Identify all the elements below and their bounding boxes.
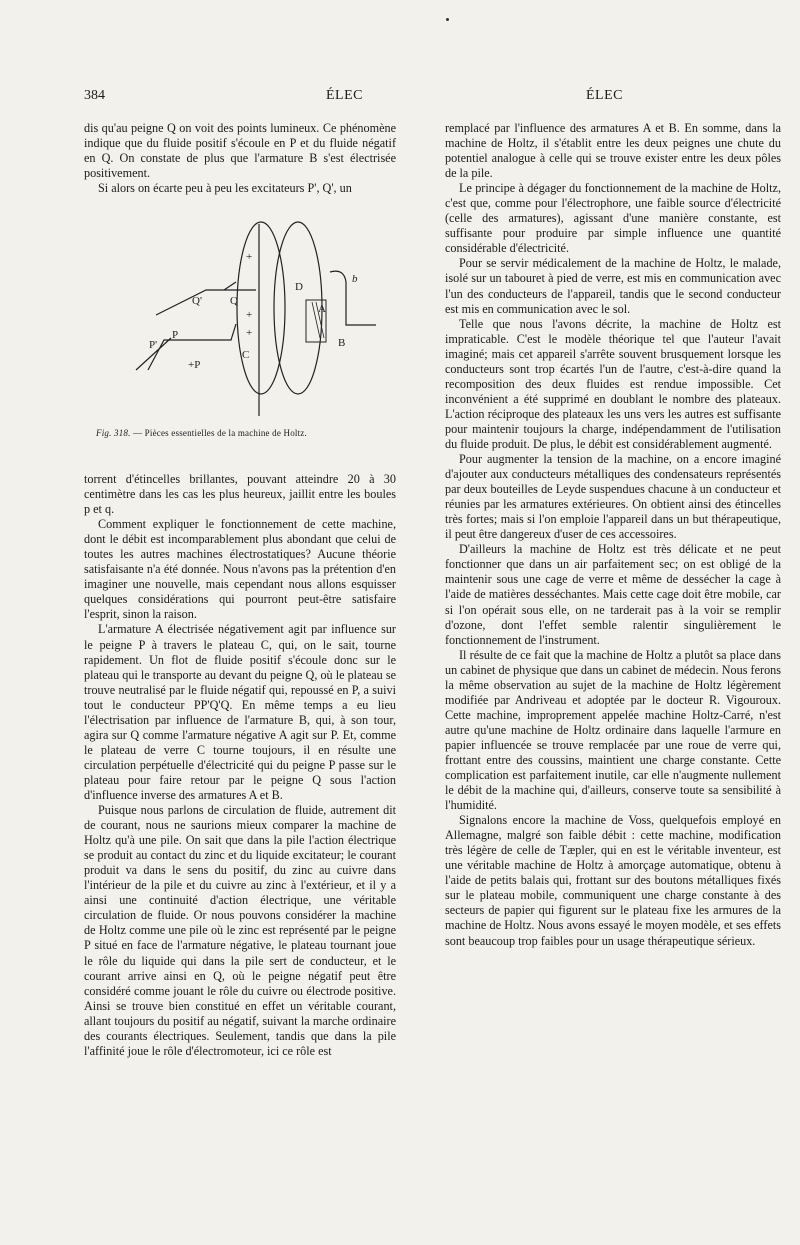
paragraph: Pour augmenter la tension de la machine, on a encore imaginé d'ajouter aux conducteurs métalliques des condensateurs représentés par deux bouteilles de Leyde suspendues chacune à un conducteur et réunies par les armatures extérieures. On obtient ainsi des étincelles très fortes; mais si l'on emploie l'appareil dans un but thérapeutique, il peut être dangereux d'user de ces accessoires. <box>445 452 781 542</box>
caption-text: — Pièces essentielles de la machine de Holtz. <box>130 428 307 438</box>
paragraph: remplacé par l'influence des armatures A et B. En somme, dans la machine de Holtz, il s'établit entre les deux peignes une chute du potentiel analogue à celle qui se trouve exister entre les deux pôles de la pile. <box>445 121 781 181</box>
holtz-machine-diagram <box>116 220 386 420</box>
paragraph: dis qu'au peigne Q on voit des points lumineux. Ce phénomène indique que du fluide positif s'écoule en P et du fluide négatif en Q. On constate de plus que l'armature B s'est électrisée positivement. <box>84 121 396 181</box>
running-title-left: ÉLEC <box>326 88 363 103</box>
left-column-bottom <box>84 472 396 1059</box>
left-column-top <box>84 121 396 196</box>
label-p-prime: P' <box>149 339 158 351</box>
figure-holtz-machine <box>116 220 386 420</box>
label-plus: + <box>246 327 253 339</box>
right-column <box>445 121 781 949</box>
paragraph: Comment expliquer le fonctionnement de cette machine, dont le débit est incomparablement plus abondant que celui de toutes les autres machines électrostatiques? Aucune théorie satisfaisante n'a été donnée. Nous n'avons pas la prétention d'en imaginer une nouvelle, mais cependant nous allons esquisser quelques considérations qui pourront peut-être satisfaire l'esprit, sinon la raison. <box>84 517 396 622</box>
paragraph: Le principe à dégager du fonctionnement de la machine de Holtz, c'est que, comme pour l'électrophore, une faible source d'électricité (celle des armatures), agissant d'une manière constante, est suffisante pour produire par simple influence une quantité considérable d'électricité. <box>445 181 781 256</box>
paragraph: Pour se servir médicalement de la machine de Holtz, le malade, isolé sur un tabouret à pied de verre, est mis en communication avec l'un des conducteurs de l'appareil, tandis que le second conducteur est mis en communication avec le sol. <box>445 256 781 316</box>
page-header <box>84 88 786 108</box>
paragraph: Il résulte de ce fait que la machine de Holtz a plutôt sa place dans un cabinet de physique que dans un cabinet de médecin. Nous ferons la même observation au sujet de la machine de Holtz légèrement modifiée par Andriveau et adoptée par le docteur R. Vigouroux. Cette machine, improprement appelée machine Holtz-Carré, n'est autre qu'une machine de Holtz ordinaire dans laquelle l'armure en papier influencée se trouve remplacée par une roue de verre qui, frottant entre des coussins, maintient une charge constante. Cette complication est parfaitement inutile, car elle n'augmente nullement le débit de la machine qui, d'ailleurs, conserve toute sa sensibilité à l'humidité. <box>445 647 781 813</box>
label-p: P <box>172 329 179 341</box>
paragraph: torrent d'étincelles brillantes, pouvant atteindre 20 à 30 centimètre dans les cas les plus heureux, jaillit entre les boules p et q. <box>84 472 396 517</box>
figure-caption <box>96 428 396 438</box>
paragraph: Si alors on écarte peu à peu les excitateurs P', Q', un <box>98 181 352 196</box>
label-plus-p: +P <box>188 359 201 371</box>
paragraph: D'ailleurs la machine de Holtz est très délicate et ne peut fonctionner que dans un air parfaitement sec; on est obligé de la maintenir sous une cage de verre et même de dessécher la cage à l'aide de matières desséchantes. Mais cette cage doit être mobile, car si l'on opérait sous elle, on ne tarderait pas à la voir se remplir d'ozone, dont l'effet semble ralentir singulièrement le fonctionnement de l'instrument. <box>445 542 781 647</box>
label-b: B <box>338 337 346 349</box>
paragraph: Signalons encore la machine de Voss, quelquefois employé en Allemagne, malgré son faible débit : cette machine, modification très légère de celle de Tæpler, qui en est le véritable inventeur, est une véritable machine de Holtz à amorçage automatique, obtenu à l'aide de petits balais qui, frottant sur des boutons métalliques fixés sur le plateau mobile, communiquent une charge constante à des secteurs de papier qui figurent sur le plateau fixe les armures de la machine de Holtz. Nous avons essayé le moyen modèle, et ses effets sont beaucoup trop faibles pour un usage thérapeutique sérieux. <box>445 813 781 948</box>
rotating-plate <box>274 222 322 394</box>
label-a: A <box>318 303 326 315</box>
diagram-labels <box>149 251 358 371</box>
label-b-small: b <box>352 273 358 285</box>
label-q-prime: Q' <box>192 295 202 307</box>
label-plus: + <box>246 309 253 321</box>
fixed-plate <box>237 222 285 394</box>
label-d: D <box>295 281 303 293</box>
page-number: 384 <box>84 88 105 103</box>
paragraph: Puisque nous parlons de circulation de fluide, autrement dit de courant, nous ne saurions mieux comparer la machine de Holtz qu'à une pile. On sait que dans la pile l'action électrique se produit au contact du zinc et du liquide excitateur; le courant produit va dans le sens du positif, du zinc au cuivre dans l'intérieur de la pile et du cuivre au zinc à l'extérieur, et il y a ainsi une continuité d'action électrique, une véritable circulation de fluide. Or nous pouvons considérer la machine de Holtz comme une pile où le zinc est représenté par le peigne P situé en face de l'armature négative, le plateau tournant joue le rôle du liquide qui dans la pile sert de conducteur, et le courant arrive ainsi en Q, où le peigne négatif peut être considéré comme jouant le rôle du cuivre ou électrode positive. Ainsi se trouve bien constitué en effet un véritable courant, allant toujours du positif au négatif, suivant la marche ordinaire des courants électriques. Seulement, tandis que dans la pile l'affinité joue le rôle d'électromoteur, ici ce rôle est <box>84 803 396 1058</box>
label-plus: + <box>246 251 253 263</box>
label-q: Q <box>230 295 238 307</box>
running-title-right: ÉLEC <box>586 88 623 103</box>
label-c: C <box>242 349 250 361</box>
caption-label: Fig. 318. <box>96 428 131 438</box>
page-speck <box>446 18 449 21</box>
paragraph: Telle que nous l'avons décrite, la machine de Holtz est impraticable. C'est le modèle théorique tel que l'auteur l'avait imaginé; mais cet appareil s'arrête souvent brusquement lorsque les conducteurs sont trop écartés l'un de l'autre, c'est-à-dire quand la recomposition des deux fluides est rendue impossible. Cet inconvénient a été supprimé en doublant le nombre des plateaux. L'action réciproque des plateaux les uns vers les autres est suffisante pour maintenir toujours la charge, indépendamment de l'utilisation du fluide produit. De plus, le débit est considérablement augmenté. <box>445 316 781 451</box>
paragraph: L'armature A électrisée négativement agit par influence sur le peigne P à travers le plateau C, qui, on le sait, tourne rapidement. Un flot de fluide positif s'écoule donc sur le plateau qui le transporte au devant du peigne Q, où le plateau se trouve neutralisé par le fluide négatif qui, repoussé en P, a suivi tout le conducteur PP'Q'Q. En même temps a eu lieu l'électrisation par influence de l'armature B, qui, à son tour, agira sur Q comme l'armature négative A agit sur P. Et, comme le plateau de verre C tourne toujours, il en résulte une circulation perpétuelle d'électricité qui du peigne P passe sur le plateau pour faire retour par le peigne Q sous l'action d'influence inverse des armatures A et B. <box>84 622 396 802</box>
